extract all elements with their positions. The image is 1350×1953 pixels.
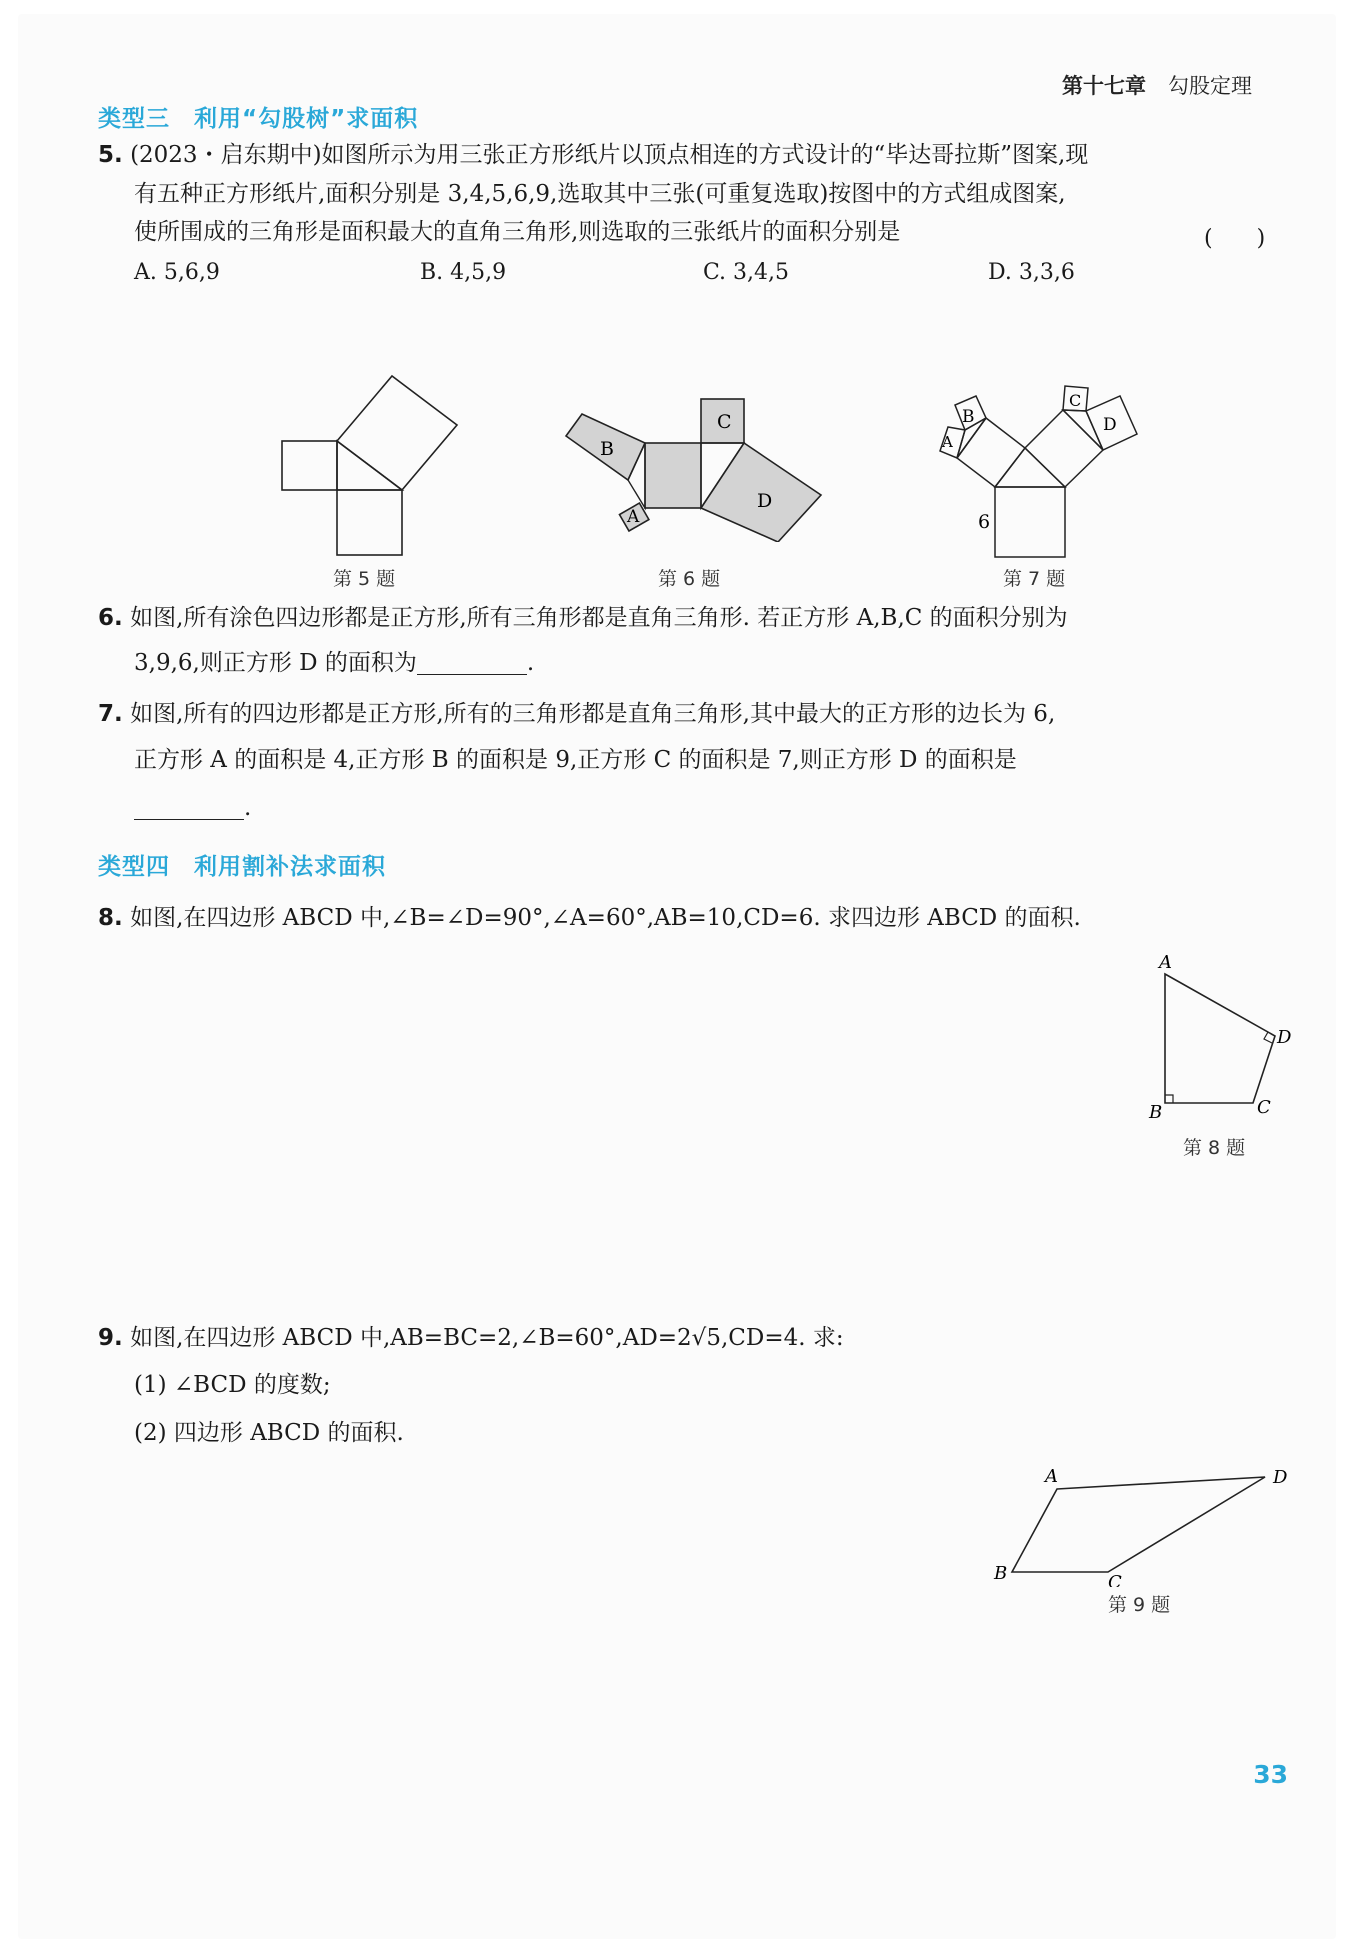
q7-answer-blank[interactable] <box>134 799 244 820</box>
q5-answer-bracket: ( ) <box>1204 226 1266 251</box>
figure-8-quadrilateral <box>1135 948 1305 1118</box>
fig5-left-square <box>282 441 337 490</box>
q9-line <box>98 1327 844 1350</box>
fig6-center-square <box>645 443 701 508</box>
fig5-hypotenuse-square <box>337 376 457 490</box>
figure-5-pythagoras <box>270 365 470 565</box>
fig7-right-triangle <box>1063 410 1103 450</box>
q8-text: 如图,在四边形 ABCD 中,∠B=∠D=90°,∠A=60°,AB=10,CD=6. 求四边形 ABCD 的面积. <box>130 905 1081 931</box>
q9-sub2: (2) 四边形 ABCD 的面积. <box>134 1420 404 1446</box>
q7-line3 <box>134 797 251 820</box>
fig9-label-c: C <box>1108 1572 1122 1587</box>
fig6-label-b: B <box>600 438 614 460</box>
page-header <box>1062 70 1252 100</box>
fig8-caption: 第 8 题 <box>1183 1137 1246 1159</box>
q5-text-2: 有五种正方形纸片,面积分别是 3,4,5,6,9,选取其中三张(可重复选取)按图中的方式组成图案, <box>134 181 1066 207</box>
fig9-label-b: B <box>994 1563 1008 1584</box>
fig6-caption: 第 6 题 <box>658 568 721 590</box>
figure-9-quadrilateral <box>990 1462 1300 1587</box>
q5-option-c: C. 3,4,5 <box>703 260 790 285</box>
q6-text-2: 3,9,6,则正方形 D 的面积为 <box>134 650 417 676</box>
q8-number: 8. <box>98 905 123 931</box>
fig8-label-a: A <box>1159 952 1172 973</box>
fig5-bottom-square <box>337 490 402 555</box>
fig8-label-c: C <box>1257 1097 1271 1118</box>
q8-line <box>98 907 1081 930</box>
q6-line2 <box>134 652 534 675</box>
q7-text-1: 如图,所有的四边形都是正方形,所有的三角形都是直角三角形,其中最大的正方形的边长为 6, <box>130 701 1056 727</box>
fig7-label-six: 6 <box>978 511 991 533</box>
q6-end: . <box>526 650 535 676</box>
q5-option-b: B. 4,5,9 <box>420 260 507 285</box>
fig8-quadrilateral-abcd <box>1165 974 1275 1103</box>
q5-text-1: (2023・启东期中)如图所示为用三张正方形纸片以顶点相连的方式设计的“毕达哥拉斯”图案,现 <box>130 142 1089 168</box>
fig9-label-a: A <box>1045 1466 1058 1487</box>
section-heading-4: 类型四 利用割补法求面积 <box>98 854 386 880</box>
q6-number: 6. <box>98 605 123 631</box>
q7-end: . <box>244 795 252 821</box>
q9-text: 如图,在四边形 ABCD 中,AB=BC=2,∠B=60°,AD=2√5,CD=4. 求: <box>130 1325 844 1351</box>
q6-line1 <box>98 607 1068 630</box>
q5-number: 5. <box>98 142 123 168</box>
fig5-caption: 第 5 题 <box>333 568 396 590</box>
chapter-title: 勾股定理 <box>1168 74 1252 98</box>
fig6-label-a: A <box>627 507 640 527</box>
figure-6-squares <box>560 392 830 542</box>
fig7-label-c: C <box>1069 391 1082 410</box>
q9-sub1: (1) ∠BCD 的度数; <box>134 1372 331 1398</box>
fig8-label-b: B <box>1149 1102 1163 1118</box>
q7-number: 7. <box>98 701 123 727</box>
q7-text-2: 正方形 A 的面积是 4,正方形 B 的面积是 9,正方形 C 的面积是 7,则正方形 D 的面积是 <box>134 747 1017 773</box>
fig7-label-b: B <box>962 407 975 427</box>
fig6-label-c: C <box>717 411 732 433</box>
fig7-label-d: D <box>1103 415 1117 435</box>
chapter-label: 第十七章 <box>1062 74 1146 98</box>
fig8-label-d: D <box>1277 1027 1292 1048</box>
q5-option-a: A. 5,6,9 <box>134 260 220 285</box>
fig7-largest-square <box>995 487 1065 557</box>
q5-line1 <box>98 144 1088 167</box>
fig8-right-angle-b <box>1165 1095 1173 1103</box>
fig6-label-d: D <box>757 490 773 512</box>
fig7-caption: 第 7 题 <box>1003 568 1066 590</box>
q7-line1 <box>98 703 1055 726</box>
figure-7-pythagoras-tree <box>930 370 1155 560</box>
section-heading-3: 类型三 利用“勾股树”求面积 <box>98 106 419 132</box>
fig9-label-d: D <box>1273 1467 1288 1488</box>
q9-number: 9. <box>98 1325 123 1351</box>
q5-option-d: D. 3,3,6 <box>988 260 1075 285</box>
q5-text-3: 使所围成的三角形是面积最大的直角三角形,则选取的三张纸片的面积分别是 <box>134 219 901 245</box>
fig7-label-a: A <box>942 433 953 451</box>
fig9-quadrilateral-abcd <box>1012 1477 1265 1572</box>
fig9-caption: 第 9 题 <box>1108 1594 1171 1616</box>
page-number: 33 <box>1253 1760 1288 1789</box>
q6-text-1: 如图,所有涂色四边形都是正方形,所有三角形都是直角三角形. 若正方形 A,B,C 的面积分别为 <box>130 605 1068 631</box>
q6-answer-blank[interactable] <box>417 654 527 675</box>
